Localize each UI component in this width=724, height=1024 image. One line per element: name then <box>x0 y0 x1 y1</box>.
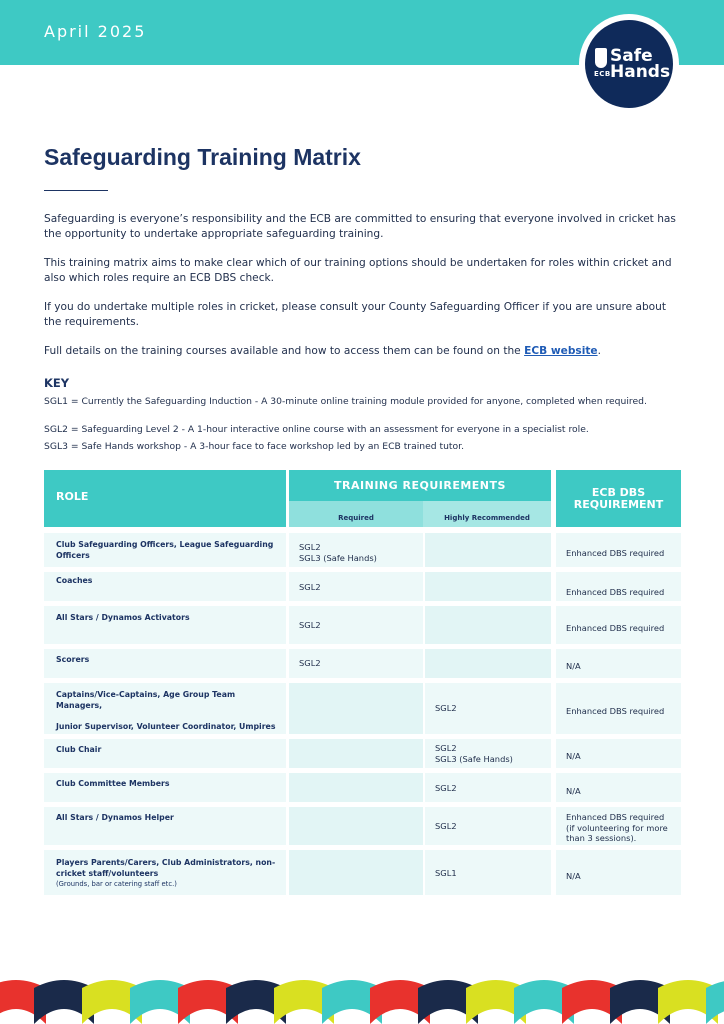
table-cell-dbs <box>556 649 681 678</box>
ecb-website-link[interactable]: ECB website <box>524 345 598 357</box>
intro-paragraph-4-text: Full details on the training courses available and how to access them can be found on the <box>44 345 521 357</box>
role-text: All Stars / Dynamos Helper <box>56 813 174 822</box>
table-cell-dbs <box>556 807 681 845</box>
table-cell-role <box>44 773 286 802</box>
role-text: Club Committee Members <box>56 779 170 788</box>
intro-paragraph-4 <box>44 344 684 359</box>
table-cell-dbs <box>556 533 681 567</box>
intro-paragraph-2: This training matrix aims to make clear which of our training options should be undertaken for roles within cricket and also which roles require an ECB DBS check. <box>44 257 672 284</box>
table-cell-required <box>289 739 423 768</box>
table-cell-dbs <box>556 606 681 644</box>
intro-paragraph-1: Safeguarding is everyone’s responsibility and the ECB are committed to ensuring that everyone involved in cricket has the opportunity to undertake appropriate safeguarding training. <box>44 213 676 240</box>
dbs-text: Enhanced DBS required <box>566 587 665 597</box>
header-recommended <box>423 501 551 527</box>
recommended-text: SGL1 <box>435 868 457 878</box>
table-cell-required <box>289 572 423 601</box>
intro-paragraph-4-end: . <box>597 345 601 357</box>
table-cell-required <box>289 773 423 802</box>
header-required <box>289 501 423 527</box>
recommended-text: SGL2 <box>435 821 457 831</box>
table-cell-recommended <box>425 533 551 567</box>
header-dbs-label: ECB DBS REQUIREMENT <box>573 486 664 511</box>
safe-hands-logo <box>585 20 673 108</box>
table-cell-recommended <box>425 850 551 895</box>
title-underline <box>44 190 108 191</box>
dbs-text: N/A <box>566 786 581 796</box>
table-cell-role <box>44 649 286 678</box>
table-cell-role <box>44 850 286 895</box>
dbs-text: Enhanced DBS required <box>566 548 665 558</box>
role-text: Captains/Vice-Captains, Age Group Team Managers, Junior Supervisor, Volunteer Coordinator, Umpires <box>56 690 276 731</box>
required-text: SGL2 <box>299 620 321 630</box>
role-text: Club Safeguarding Officers, League Safeguarding Officers <box>56 540 274 560</box>
document-date: April 2025 <box>44 22 147 41</box>
table-cell-recommended <box>425 807 551 845</box>
dbs-text: N/A <box>566 661 581 671</box>
table-cell-recommended <box>425 606 551 644</box>
recommended-text: SGL2 <box>435 703 457 713</box>
table-cell-recommended <box>425 572 551 601</box>
key-line-sgl2: SGL2 = Safeguarding Level 2 - A 1-hour interactive online course with an assessment for everyone in a specialist role. <box>44 424 589 435</box>
dbs-text: N/A <box>566 871 581 881</box>
table-cell-recommended <box>425 739 551 768</box>
header-role <box>44 470 286 527</box>
dbs-text: Enhanced DBS required (if volunteering for more than 3 sessions). <box>566 812 668 843</box>
table-cell-role <box>44 807 286 845</box>
table-cell-recommended <box>425 773 551 802</box>
role-text: Players Parents/Carers, Club Administrators, non-cricket staff/volunteers (Grounds, bar or catering staff etc.) <box>56 858 280 890</box>
dbs-text: N/A <box>566 751 581 761</box>
table-cell-required <box>289 606 423 644</box>
header-required-label: Required <box>338 514 374 522</box>
key-line-sgl1: SGL1 = Currently the Safeguarding Induction - A 30-minute online training module provided for anyone, completed when required. <box>44 396 647 407</box>
table-cell-dbs <box>556 739 681 768</box>
required-text: SGL2 SGL3 (Safe Hands) <box>299 542 377 563</box>
table-cell-dbs <box>556 572 681 601</box>
required-text: SGL2 <box>299 658 321 668</box>
key-line-sgl3: SGL3 = Safe Hands workshop - A 3-hour face to face workshop led by an ECB trained tutor. <box>44 441 464 452</box>
required-text: SGL2 <box>299 582 321 592</box>
table-cell-recommended <box>425 649 551 678</box>
table-cell-dbs <box>556 773 681 802</box>
role-text: All Stars / Dynamos Activators <box>56 613 190 622</box>
recommended-text: SGL2 <box>435 783 457 793</box>
key-title: KEY <box>44 376 70 390</box>
header-training <box>289 470 551 501</box>
role-note: (Grounds, bar or catering staff etc.) <box>56 880 177 888</box>
dbs-text: Enhanced DBS required <box>566 623 665 633</box>
table-cell-required <box>289 649 423 678</box>
ecb-crest-icon <box>595 48 607 68</box>
intro-paragraph-3: If you do undertake multiple roles in cricket, please consult your County Safeguarding Officer if you are unsure about the requirements. <box>44 301 667 328</box>
header-recommended-label: Highly Recommended <box>444 514 530 522</box>
table-cell-role <box>44 606 286 644</box>
dbs-text: Enhanced DBS required <box>566 706 665 716</box>
role-text: Club Chair <box>56 745 102 754</box>
role-text: Scorers <box>56 655 90 664</box>
table-cell-role <box>44 533 286 567</box>
table-cell-role <box>44 739 286 768</box>
table-cell-dbs <box>556 683 681 734</box>
table-cell-role <box>44 572 286 601</box>
header-role-label: ROLE <box>56 490 89 503</box>
table-cell-dbs <box>556 850 681 895</box>
logo-text-hands: Hands <box>610 62 671 82</box>
page-title: Safeguarding Training Matrix <box>44 144 361 170</box>
role-text: Coaches <box>56 576 93 585</box>
table-cell-required <box>289 850 423 895</box>
table-cell-required <box>289 683 423 734</box>
header-dbs <box>556 470 681 527</box>
recommended-text: SGL2 SGL3 (Safe Hands) <box>435 743 513 764</box>
logo-text-safe: Safe <box>610 46 653 66</box>
table-cell-recommended <box>425 683 551 734</box>
table-cell-required <box>289 807 423 845</box>
table-cell-required <box>289 533 423 567</box>
table-cell-role <box>44 683 286 734</box>
header-training-label: TRAINING REQUIREMENTS <box>334 479 506 492</box>
decorative-footer-pattern <box>0 976 724 1024</box>
logo-ecb-text: ECB <box>594 70 611 78</box>
